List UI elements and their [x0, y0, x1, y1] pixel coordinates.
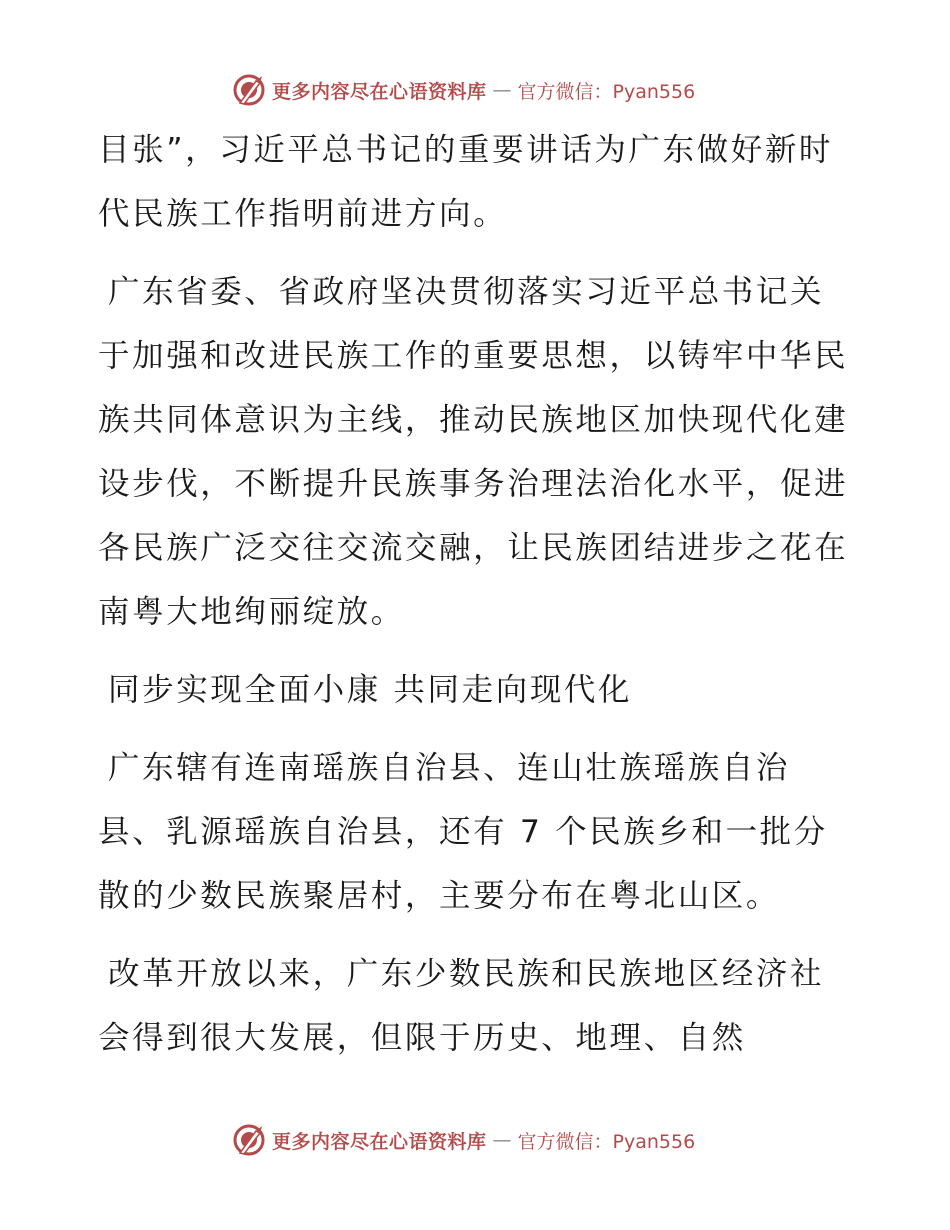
footer-watermark: [232, 1120, 752, 1160]
section-heading: 同步实现全面小康 共同走向现代化: [108, 672, 633, 708]
banner-wechat-text: 官方微信：Pyan556: [517, 80, 696, 103]
paragraph-4: 改革开放以来，广东少数民族和民族地区经济社会得到很大发展，但限于历史、地理、自然: [98, 956, 825, 1056]
document-body: [98, 118, 858, 1084]
quill-logo-icon: [232, 73, 266, 107]
paragraph-3: 广东辖有连南瑶族自治县、连山壮族瑶族自治县、乳源瑶族自治县，还有 7 个民族乡和一批分散的少数民族聚居村，主要分布在粤北山区。: [98, 750, 828, 914]
paragraph-1: 目张”，习近平总书记的重要讲话为广东做好新时代民族工作指明前进方向。: [98, 132, 834, 232]
banner-dash: —: [492, 79, 512, 101]
banner-brand-text: 更多内容尽在心语资料库: [272, 1130, 487, 1153]
banner-dash: —: [492, 1129, 512, 1151]
paragraph-2: 广东省委、省政府坚决贯彻落实习近平总书记关于加强和改进民族工作的重要思想，以铸牢中华民族共同体意识为主线，推动民族地区加快现代化建设步伐，不断提升民族事务治理法治化水平，促进各民族广泛交往交流交融，让民族团结进步之花在南粤大地绚丽绽放。: [98, 274, 849, 630]
header-watermark: [232, 70, 752, 110]
banner-brand-text: 更多内容尽在心语资料库: [272, 80, 487, 103]
quill-logo-icon: [232, 1123, 266, 1157]
banner-wechat-text: 官方微信：Pyan556: [517, 1130, 696, 1153]
